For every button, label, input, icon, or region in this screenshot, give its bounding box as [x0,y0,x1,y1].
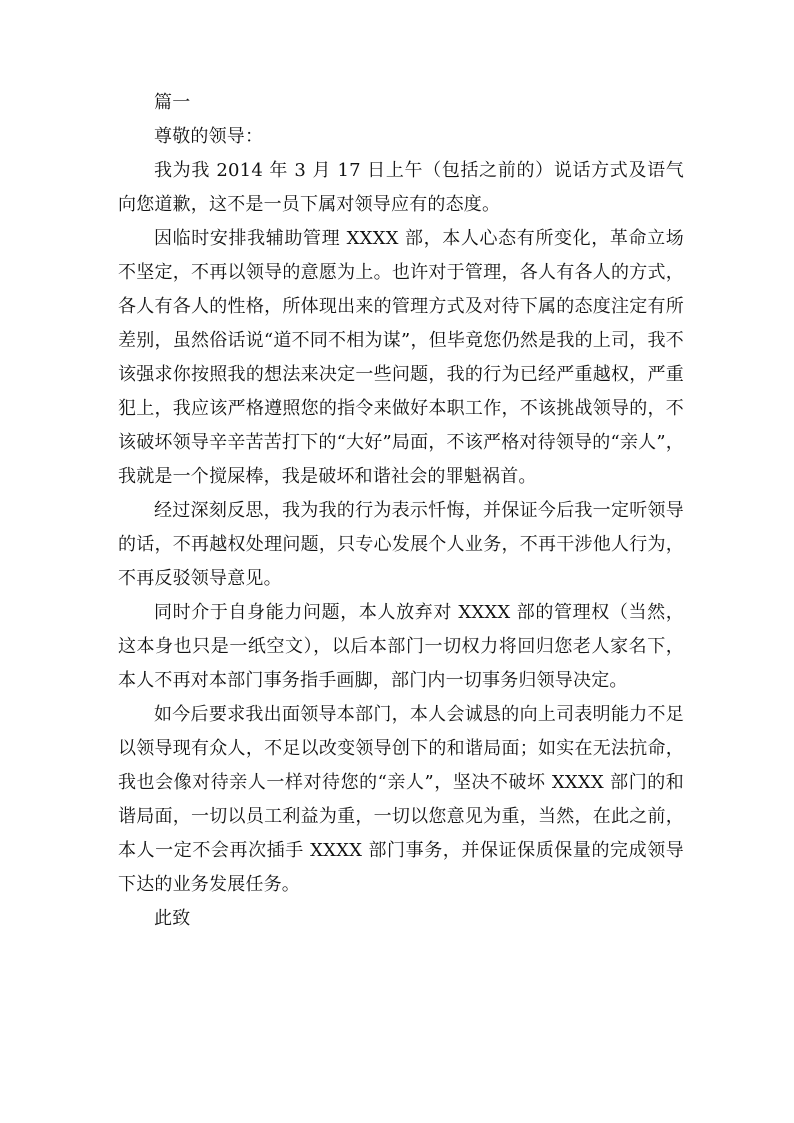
section-heading: 篇一 [154,92,191,113]
paragraph-relinquish: 同时介于自身能力问题，本人放弃对 XXXX 部的管理权（当然，这本身也只是一纸空文），以后本部门一切权力将回归您老人家名下，本人不再对本部门事务指手画脚，部门内一切事务归领导决定。 [118,602,684,691]
letter-body [118,86,684,936]
paragraph-reason: 因临时安排我辅助管理 XXXX 部，本人心态有所变化，革命立场不坚定，不再以领导的意愿为上。也许对于管理，各人有各人的方式，各人有各人的性格，所体现出来的管理方式及对待下属的态度注定有所差别，虽然俗话说“道不同不相为谋”，但毕竟您仍然是我的上司，我不该强求你按照我的想法来决定一些问题，我的行为已经严重越权，严重犯上，我应该严格遵照您的指令来做好本职工作，不该挑战领导的，不该破坏领导辛辛苦苦打下的“大好”局面，不该严格对待领导的“亲人”，我就是一个搅屎棒，我是破坏和谐社会的罪魁祸首。 [118,228,684,487]
paragraph-future: 如今后要求我出面领导本部门，本人会诚恳的向上司表明能力不足以领导现有众人，不足以改变领导创下的和谐局面；如实在无法抗命，我也会像对待亲人一样对待您的“亲人”，坚决不破坏 XXXX 部门的和谐局面，一切以员工利益为重，一切以您意见为重，当然，在此之前，本人一定不会再次插手 XXXX 部门事务，并保证保质保量的完成领导下达的业务发展任务。 [118,704,684,895]
paragraph-apology: 我为我 2014 年 3 月 17 日上午（包括之前的）说话方式及语气向您道歉，这不是一员下属对领导应有的态度。 [118,160,684,215]
salutation: 尊敬的领导： [154,126,264,147]
closing: 此致 [154,908,191,929]
paragraph-reflection: 经过深刻反思，我为我的行为表示忏悔，并保证今后我一定听领导的话，不再越权处理问题，只专心发展个人业务，不再干涉他人行为，不再反驳领导意见。 [118,500,684,589]
